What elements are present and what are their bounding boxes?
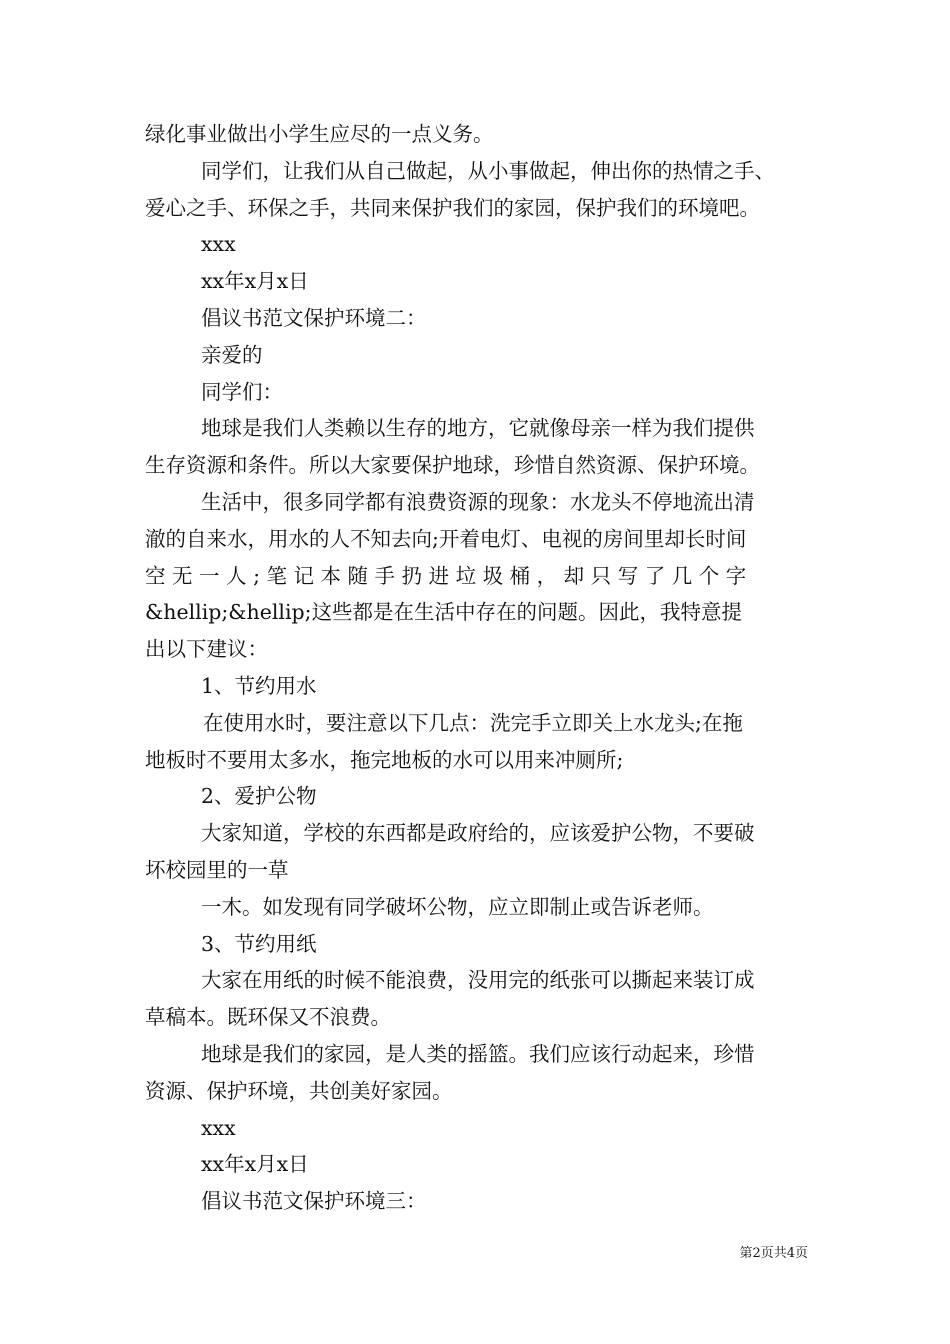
signature-name: xxx xyxy=(201,232,236,257)
paragraph-line: 空 无 一 人 ; 笔 记 本 随 手 扔 进 垃 圾 桶 ， 却 只 写 了 几 个 字 xyxy=(145,563,747,588)
list-heading: 1、节约用水 xyxy=(201,673,317,698)
section-title: 倡议书范文保护环境三： xyxy=(201,1189,427,1214)
paragraph-line: 大家在用纸的时候不能浪费，没用完的纸张可以撕起来装订成 xyxy=(201,968,755,993)
paragraph-line: 坏校园里的一草 xyxy=(145,857,289,882)
paragraph-line: 地球是我们人类赖以生存的地方，它就像母亲一样为我们提供 xyxy=(201,416,755,441)
paragraph-line: 在使用水时，要注意以下几点：洗完手立即关上水龙头;在拖 xyxy=(203,710,743,735)
salutation-line: 亲爱的 xyxy=(201,342,263,367)
paragraph-line: 澈的自来水，用水的人不知去向;开着电灯、电视的房间里却长时间 xyxy=(145,526,747,551)
list-heading: 3、节约用纸 xyxy=(201,931,317,956)
document-body xyxy=(145,116,805,1220)
salutation-line: 同学们： xyxy=(201,379,283,404)
paragraph-line: 地板时不要用太多水，拖完地板的水可以用来冲厕所; xyxy=(145,747,624,772)
signature-date: xx年x月x日 xyxy=(201,1152,309,1177)
paragraph-line: 同学们，让我们从自己做起，从小事做起，伸出你的热情之手、 xyxy=(201,158,775,183)
paragraph-line: 出以下建议： xyxy=(145,637,268,662)
signature-name: xxx xyxy=(201,1115,236,1140)
paragraph-line: 生存资源和条件。所以大家要保护地球，珍惜自然资源、保护环境。 xyxy=(145,453,760,478)
page-number: 第2页共4页 xyxy=(739,1246,808,1261)
paragraph-line: 生活中，很多同学都有浪费资源的现象：水龙头不停地流出清 xyxy=(201,489,755,514)
paragraph-line: 资源、保护环境，共创美好家园。 xyxy=(145,1078,453,1103)
paragraph-line: 一木。如发现有同学破坏公物，应立即制止或告诉老师。 xyxy=(201,894,714,919)
paragraph-line: &hellip;&hellip;这些都是在生活中存在的问题。因此，我特意提 xyxy=(145,600,743,625)
paragraph-line: 绿化事业做出小学生应尽的一点义务。 xyxy=(145,122,494,146)
list-heading: 2、爱护公物 xyxy=(201,784,317,809)
paragraph-line: 地球是我们的家园，是人类的摇篮。我们应该行动起来，珍惜 xyxy=(201,1041,755,1066)
signature-date: xx年x月x日 xyxy=(201,269,309,294)
paragraph-line: 大家知道，学校的东西都是政府给的，应该爱护公物，不要破 xyxy=(201,821,755,846)
section-title: 倡议书范文保护环境二： xyxy=(201,305,427,330)
paragraph-line: 爱心之手、环保之手，共同来保护我们的家园，保护我们的环境吧。 xyxy=(145,195,760,220)
paragraph-line: 草稿本。既环保又不浪费。 xyxy=(145,1005,391,1030)
